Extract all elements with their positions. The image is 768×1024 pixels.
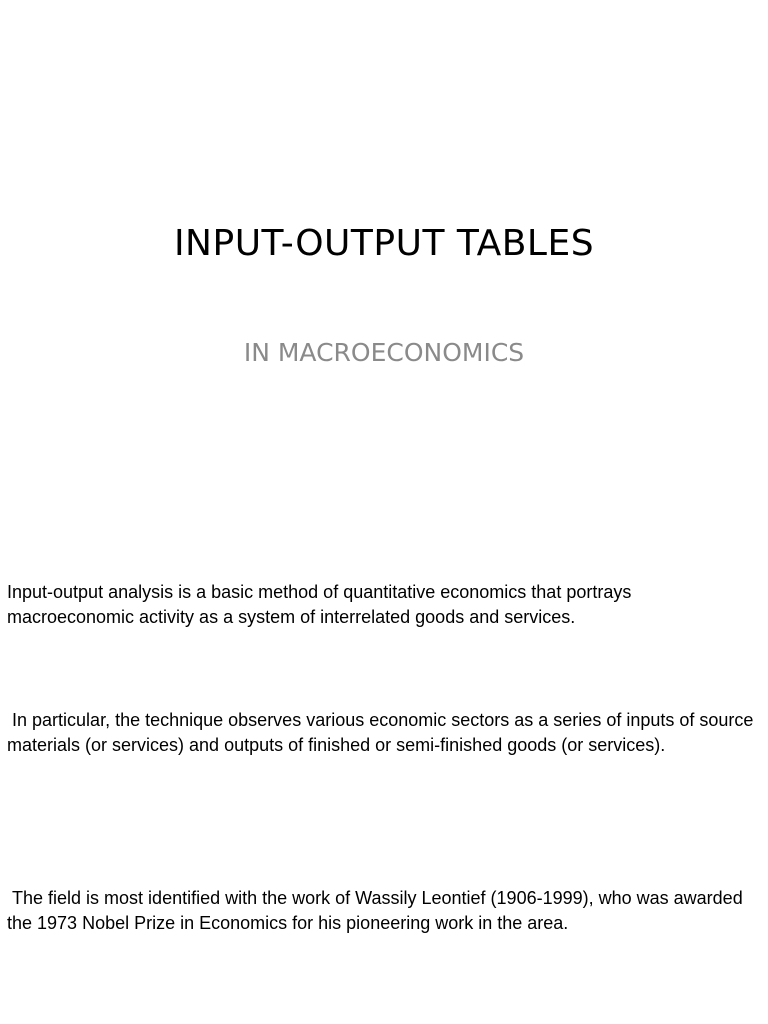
page-title: INPUT-OUTPUT TABLES <box>173 223 595 264</box>
paragraph-history: The field is most identified with the work of Wassily Leontief (1906-1999), who was awarded the 1973 Nobel Prize in Economics for his pioneering work in the area. <box>7 888 748 933</box>
paragraph-definition: Input-output analysis is a basic method of quantitative economics that portrays macroeconomic activity as a system of interrelated goods and services. <box>7 582 637 627</box>
paragraph-technique: In particular, the technique observes various economic sectors as a series of inputs of source materials (or services) and outputs of finished or semi-finished goods (or services). <box>7 710 759 755</box>
page-subtitle: IN MACROECONOMICS <box>243 338 525 367</box>
